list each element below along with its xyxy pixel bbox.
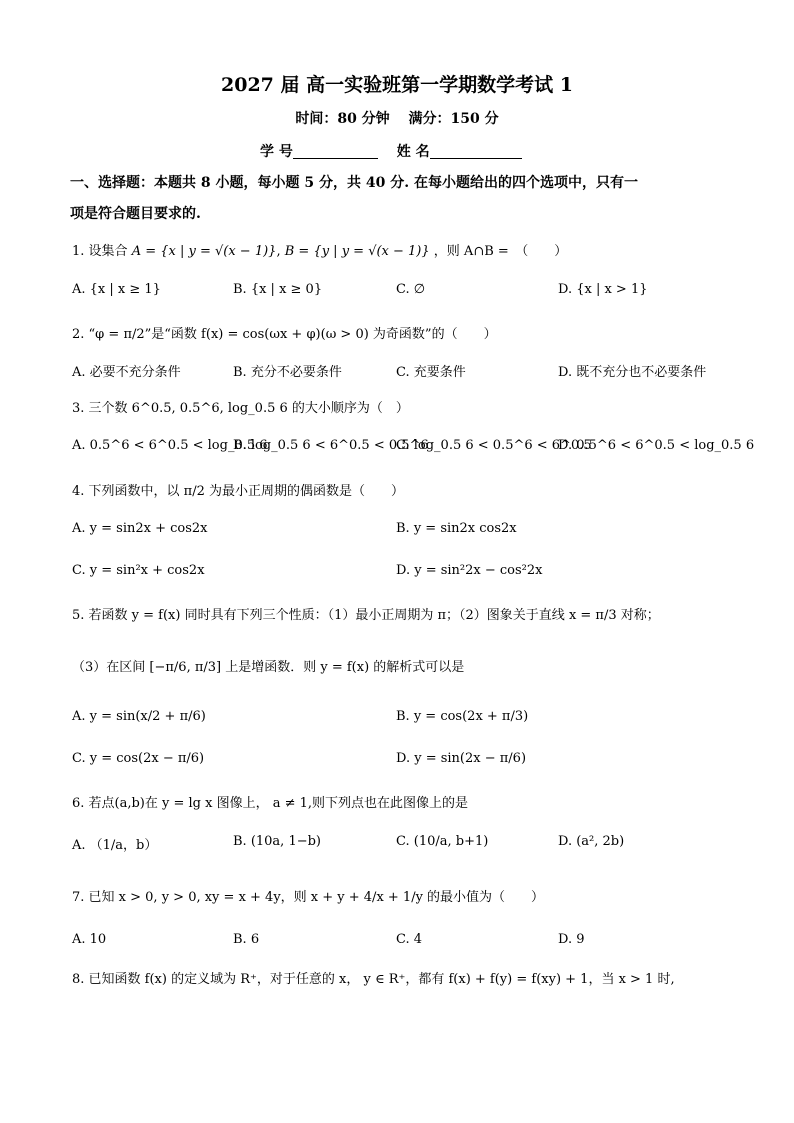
question-1: 1. 设集合 A = {x | y = √(x − 1)}, B = {y | y = √(x − 1)} ，则 A∩B = （ ） [72,244,568,259]
question-4: 4. 下列函数中，以 π/2 为最小正周期的偶函数是（ ） [72,484,404,499]
question-7: 7. 已知 x > 0, y > 0, xy = x + 4y，则 x + y + 4/x + 1/y 的最小值为（ ） [72,890,545,905]
question-3: 3. 三个数 6^0.5, 0.5^6, log_0.5 6 的大小顺序为（ ） [72,401,409,416]
q5-option-b: B. y = cos(2x + π/3) [396,709,529,724]
section-heading-line2: 项是符合题目要求的. [70,206,201,222]
q4-option-a: A. y = sin2x + cos2x [72,521,208,536]
q2-option-b: B. 充分不必要条件 [233,365,342,380]
q1-option-b: B. {x | x ≥ 0} [233,282,323,297]
q6-option-b: B. (10a, 1−b) [233,834,322,849]
q7-option-b: B. 6 [233,932,260,947]
q2-option-d: D. 既不充分也不必要条件 [558,365,707,380]
q3-option-d: D. 0.5^6 < 6^0.5 < log_0.5 6 [558,438,755,453]
q5-option-d: D. y = sin(2x − π/6) [396,751,527,766]
q1-option-a: A. {x | x ≥ 1} [72,282,161,297]
student-number-label: 学 号 [260,144,293,160]
student-name-label: 姓 名 [396,144,430,160]
q6-option-a: A. （1/a，b） [72,838,158,853]
q5-option-c: C. y = cos(2x − π/6) [72,751,205,766]
question-6: 6. 若点(a,b)在 y = lg x 图像上， a ≠ 1,则下列点也在此图像上的是 [72,796,469,811]
q6-option-d: D. (a², 2b) [558,834,625,849]
q6-option-c: C. (10/a, b+1) [396,834,489,849]
q7-option-c: C. 4 [396,932,423,947]
section-heading-line1: 一、选择题：本题共 8 小题，每小题 5 分，共 40 分. 在每小题给出的四个选项中，只有一 [70,175,638,191]
student-id-line [260,141,522,161]
q1-option-d: D. {x | x > 1} [558,282,648,297]
q4-option-b: B. y = sin2x cos2x [396,521,517,536]
q2-option-c: C. 充要条件 [396,365,466,380]
q3-option-a: A. 0.5^6 < 6^0.5 < log_0.5 6 [72,438,268,453]
student-name-blank[interactable] [430,143,522,159]
q1-option-c: C. ∅ [396,282,426,297]
question-5-line2: （3）在区间 [−π/6, π/3] 上是增函数．则 y = f(x) 的解析式可以是 [72,660,465,675]
q4-option-d: D. y = sin²2x − cos²2x [396,563,543,578]
q5-option-a: A. y = sin(x/2 + π/6) [72,709,206,724]
q4-option-c: C. y = sin²x + cos2x [72,563,205,578]
q2-option-a: A. 必要不充分条件 [72,365,181,380]
page-title: 2027 届 高一实验班第一学期数学考试 1 [221,74,573,96]
q7-option-d: D. 9 [558,932,585,947]
question-2: 2. “φ = π/2”是“函数 f(x) = cos(ωx + φ)(ω > 0) 为奇函数”的（ ） [72,327,497,342]
question-5-line1: 5. 若函数 y = f(x) 同时具有下列三个性质：（1）最小正周期为 π；（2）图象关于直线 x = π/3 对称； [72,608,660,623]
q1-set-a: A = {x | y = √(x − 1)} [131,244,277,259]
exam-info: 时间：80 分钟 满分：150 分 [295,111,499,127]
q1-prefix: 1. 设集合 [72,244,128,259]
q7-option-a: A. 10 [72,932,107,947]
q3-option-b: B. log_0.5 6 < 6^0.5 < 0.5^6 [233,438,429,453]
q1-suffix: ，则 A∩B = （ ） [433,244,568,259]
q3-option-c: C. log_0.5 6 < 0.5^6 < 6^0.5 [396,438,592,453]
q1-set-b: B = {y | y = √(x − 1)} [284,244,430,259]
question-8: 8. 已知函数 f(x) 的定义域为 R⁺，对于任意的 x， y ∈ R⁺，都有 f(x) + f(y) = f(xy) + 1，当 x > 1 时, [72,972,675,987]
student-number-blank[interactable] [293,143,378,159]
